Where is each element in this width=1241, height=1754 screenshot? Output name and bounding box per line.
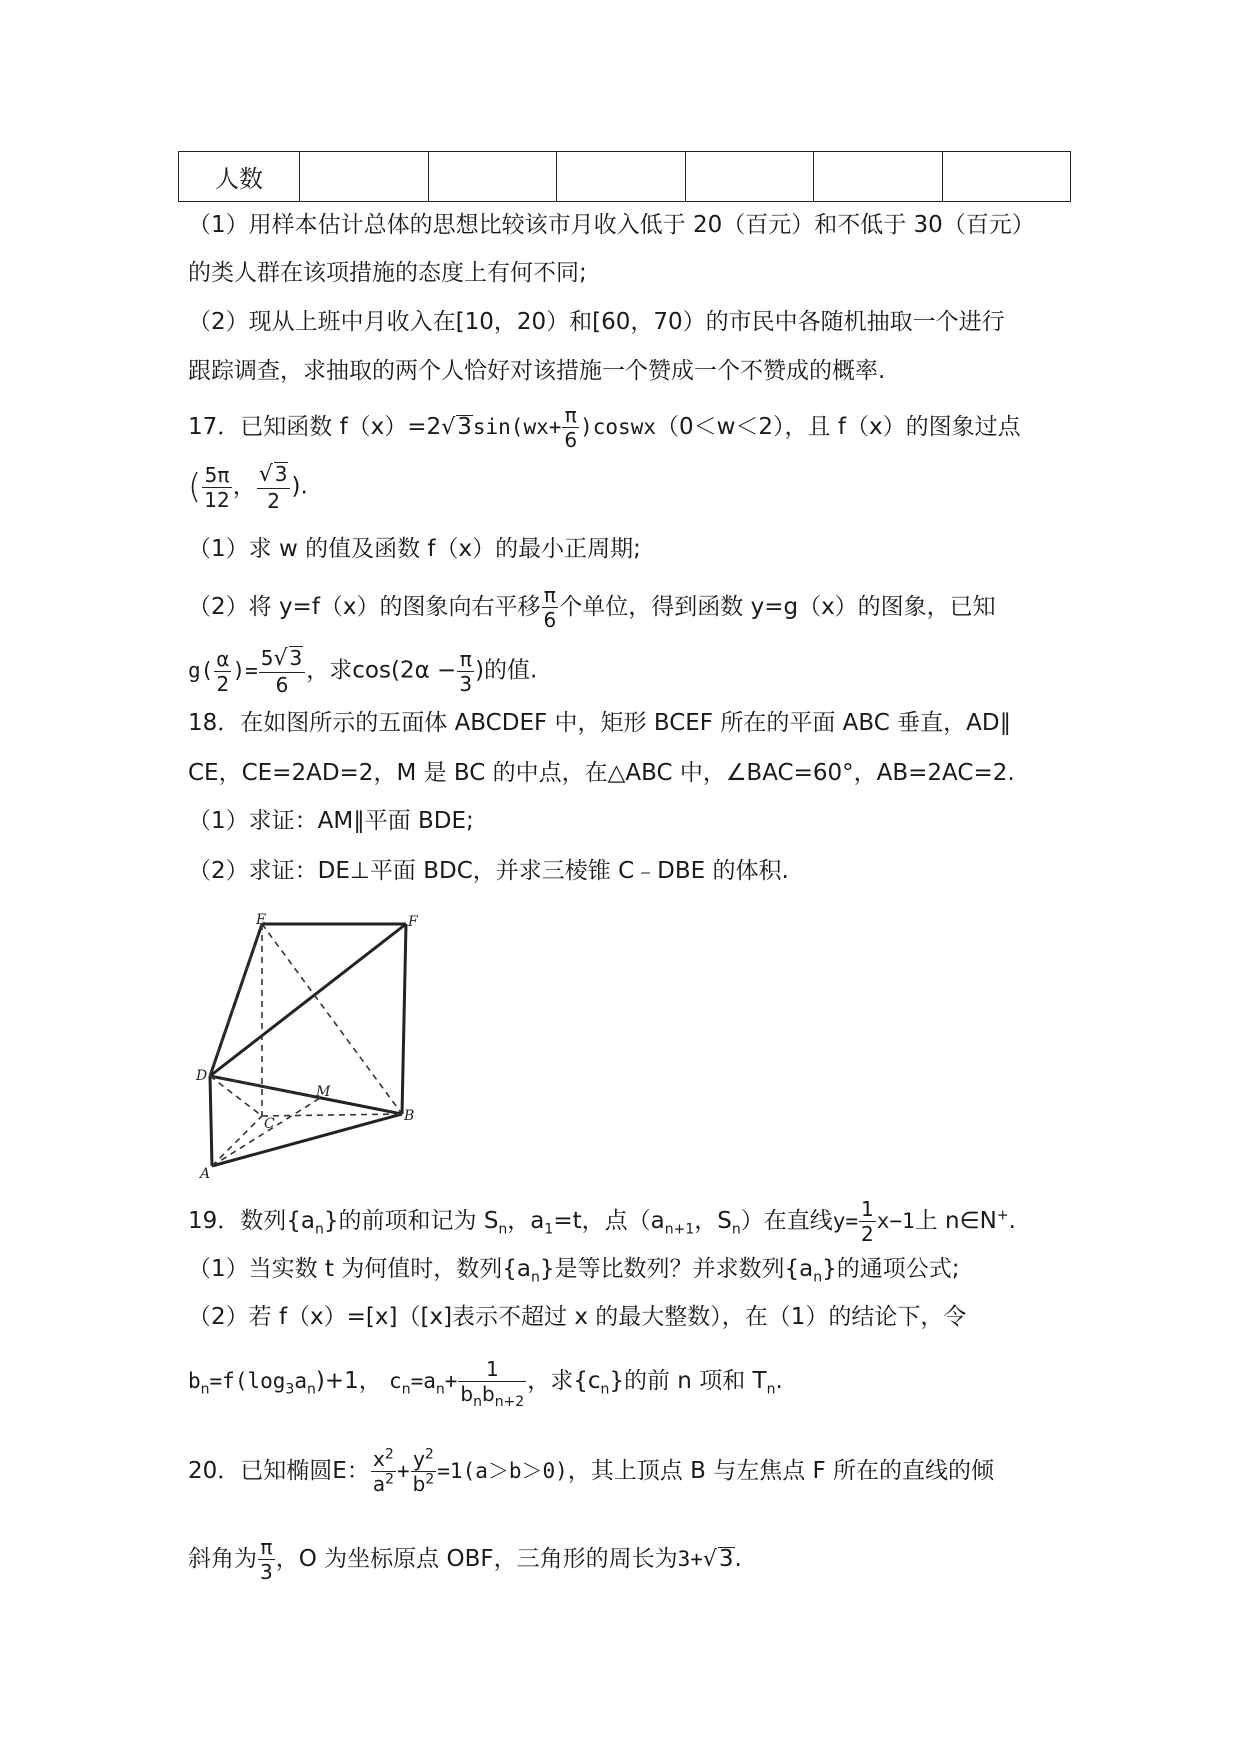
- subscript: n: [315, 1221, 324, 1238]
- half-fraction: [859, 1198, 876, 1245]
- q20-stem: [188, 1448, 994, 1495]
- q19-text: .: [1008, 1208, 1016, 1234]
- q17-cos: )coswx: [580, 415, 656, 439]
- q19-text: （1）当实数 t 为何值时，数列{a: [188, 1256, 532, 1282]
- q16-part2-line2: 跟踪调查，求抽取的两个人恰好对该措施一个赞成一个不赞成的概率.: [188, 358, 886, 384]
- subscript: n: [306, 1381, 316, 1398]
- q19-text: 上 n∈N: [914, 1208, 997, 1234]
- math: a: [294, 1369, 307, 1393]
- point-y-fraction: [257, 462, 291, 512]
- close-paren: ).: [291, 473, 308, 500]
- five-root3-over-6-fraction: [259, 646, 306, 696]
- subscript: 1: [544, 1221, 554, 1238]
- q17-lead: 17．已知函数 f（x）=2: [188, 414, 442, 440]
- fraction-numerator: 5π: [202, 464, 231, 488]
- edge-FB: [402, 924, 406, 1114]
- edge-CB: [262, 1114, 402, 1116]
- subscript: n: [531, 1269, 540, 1286]
- q19-text: }的前项和记为 S: [323, 1208, 499, 1234]
- fraction-numerator: π: [562, 404, 579, 428]
- q19-text: ，求{c: [527, 1368, 601, 1394]
- fraction-denominator: 3: [260, 1560, 273, 1584]
- subscript: n+2: [494, 1394, 525, 1410]
- table-cell: [685, 152, 814, 202]
- table-cell: [428, 152, 557, 202]
- sqrt-radicand: 3: [718, 1546, 734, 1572]
- edge-AB: [212, 1114, 402, 1166]
- math: =f(log: [209, 1369, 286, 1393]
- edge-DA: [210, 1076, 212, 1166]
- math: c: [389, 1369, 402, 1393]
- math: +: [444, 1369, 458, 1393]
- sqrt-icon: √: [273, 646, 288, 671]
- fraction-numerator: [411, 1448, 437, 1472]
- table-cell: [942, 152, 1071, 202]
- pentahedron-figure: [196, 912, 416, 1182]
- q19-defs: [188, 1357, 783, 1410]
- math: 3+: [677, 1547, 703, 1571]
- math: b: [412, 1472, 426, 1496]
- math: x: [373, 1447, 385, 1471]
- table-cell: [557, 152, 686, 202]
- coefficient: 5: [260, 646, 274, 670]
- superscript: 2: [425, 1471, 435, 1488]
- math: b: [188, 1369, 201, 1393]
- q19-part1: [188, 1256, 960, 1286]
- fraction-denominator: 6: [564, 428, 578, 452]
- q19-text: =t，点（a: [553, 1208, 665, 1234]
- q18-part2: （2）求证：DE⊥平面 BDC，并求三棱锥 C﹣DBE 的体积.: [188, 858, 789, 884]
- q19-text: }的通项公式;: [822, 1256, 960, 1282]
- solid-edges: [210, 924, 406, 1166]
- fraction-denominator: [411, 1472, 437, 1495]
- fraction-denominator: 6: [275, 673, 289, 698]
- open-paren: (: [188, 467, 202, 508]
- fraction-numerator: [257, 462, 291, 489]
- sqrt-radicand: 3: [274, 462, 288, 486]
- math: y: [413, 1447, 425, 1471]
- alpha-over-2-fraction: [214, 648, 231, 695]
- q20-text: 斜角为: [188, 1546, 257, 1572]
- q20-text: ，其上顶点 B 与左焦点 F 所在的直线的倾: [567, 1458, 995, 1484]
- q17-ask: ，求cos(2α −: [306, 657, 457, 684]
- subscript: n: [401, 1381, 411, 1398]
- q17-stem: [188, 404, 1021, 451]
- math: b: [460, 1382, 474, 1406]
- subscript: n: [731, 1221, 741, 1238]
- edge-AM: [212, 1098, 320, 1166]
- label-A: A: [200, 1166, 211, 1182]
- table-row: [179, 152, 1071, 202]
- fraction-numerator: α: [216, 646, 230, 671]
- g-func: g(: [188, 658, 214, 683]
- subscript: n: [435, 1381, 445, 1398]
- fraction-denominator: 3: [459, 671, 473, 696]
- comma: ，: [232, 473, 256, 500]
- q19-text: }是等比数列？并求数列{a: [539, 1256, 814, 1282]
- fraction-denominator: 2: [267, 489, 280, 514]
- math: b: [481, 1382, 495, 1406]
- subscript: n: [600, 1381, 610, 1398]
- subscript: n: [473, 1394, 482, 1410]
- income-table: [178, 151, 1071, 202]
- q17-sin: sin(wx+: [472, 415, 562, 439]
- fraction-numerator: [371, 1448, 396, 1472]
- subscript: n: [498, 1221, 508, 1238]
- label-D: D: [196, 1068, 208, 1084]
- subscript: 3: [285, 1381, 295, 1398]
- fraction-denominator: 2: [216, 671, 230, 696]
- q18-stem-line2: CE，CE=2AD=2，M 是 BC 的中点，在△ABC 中，∠BAC=60°，AB=2AC=2.: [188, 760, 1015, 786]
- q17-part2-text: （2）将 y=f（x）的图象向右平移: [188, 594, 541, 620]
- q17-part2-line1: [188, 584, 996, 631]
- q20-line2: [188, 1536, 742, 1583]
- pi-over-3-fraction: [457, 648, 474, 695]
- fraction-numerator: 1: [861, 1197, 874, 1221]
- x2-over-a2-fraction: [371, 1448, 396, 1495]
- equals: )=: [232, 658, 258, 683]
- fraction-denominator: 12: [204, 487, 230, 512]
- q18-part1: （1）求证：AM∥平面 BDE;: [188, 808, 474, 834]
- line-eq: y=: [832, 1209, 859, 1233]
- q18-stem-line1: 18．在如图所示的五面体 ABCDEF 中，矩形 BCEF 所在的平面 ABC 垂直，AD∥: [188, 710, 1012, 736]
- edge-DB: [210, 1076, 402, 1114]
- sqrt-radicand: 3: [289, 646, 303, 670]
- y2-over-b2-fraction: [411, 1448, 437, 1495]
- sqrt-icon: √: [702, 1547, 717, 1572]
- cn-fraction: [458, 1357, 526, 1410]
- pi-over-6-fraction: [542, 584, 559, 631]
- subscript: n: [813, 1269, 823, 1286]
- fraction-denominator: [458, 1382, 526, 1410]
- table-header-cell: 人数: [179, 152, 300, 202]
- q19-part2: （2）若 f（x）=[x]（[x]表示不超过 x 的最大整数），在（1）的结论下，令: [188, 1304, 967, 1330]
- fraction-denominator: 2: [861, 1222, 874, 1246]
- q19-text: .: [775, 1368, 783, 1394]
- math: =a: [410, 1369, 436, 1393]
- fraction-denominator: [371, 1472, 396, 1495]
- label-F: F: [408, 914, 418, 930]
- q20-text: ，O 为坐标原点 OBF，三角形的周长为: [275, 1546, 678, 1572]
- superscript: 2: [424, 1446, 434, 1463]
- label-E: E: [256, 912, 267, 928]
- q17-point: [188, 462, 308, 512]
- q17-condition: （0＜w＜2），且 f（x）的图象过点: [655, 414, 1021, 440]
- table-cell: [300, 152, 429, 202]
- hidden-edges: [210, 924, 402, 1166]
- subscript: n+1: [664, 1221, 695, 1238]
- line-eq: x−1: [876, 1209, 915, 1233]
- table-cell: [814, 152, 943, 202]
- label-B: B: [404, 1108, 415, 1124]
- superscript: 2: [384, 1446, 394, 1463]
- q17-part2-text: 个单位，得到函数 y=g（x）的图象，已知: [559, 594, 996, 620]
- q16-part1-line2: 的类人群在该项措施的态度上有何不同;: [188, 260, 587, 286]
- sqrt-icon: √: [258, 462, 273, 487]
- fraction-numerator: [259, 646, 306, 673]
- fraction-denominator: 6: [543, 608, 557, 632]
- q16-part1-line1: （1）用样本估计总体的思想比较该市月收入低于 20（百元）和不低于 30（百元）: [188, 212, 1035, 238]
- q17-part2-line2: [188, 646, 537, 696]
- q19-stem: [188, 1198, 1016, 1245]
- pi-over-6-fraction: [562, 404, 579, 451]
- fraction-numerator: π: [542, 584, 559, 608]
- edge-ED-dash: [210, 924, 262, 1076]
- label-C: C: [264, 1116, 275, 1132]
- q16-part2-line1: （2）现从上班中月收入在[10，20）和[60，70）的市民中各随机抽取一个进行: [188, 309, 1005, 335]
- q19-text: ）在直线: [740, 1208, 833, 1234]
- q20-text: .: [734, 1546, 742, 1572]
- superscript: +: [996, 1207, 1009, 1224]
- subscript: n: [200, 1381, 210, 1398]
- superscript: 2: [385, 1471, 394, 1488]
- pi-over-3-fraction: [258, 1536, 275, 1583]
- math: =1(a＞b＞0): [437, 1459, 568, 1483]
- q19-text: }的前 n 项和 T: [609, 1368, 767, 1394]
- q19-text: 19．数列{a: [188, 1208, 315, 1234]
- q19-text: ，S: [694, 1208, 732, 1234]
- fraction-numerator: π: [258, 1536, 275, 1560]
- plus: +: [397, 1459, 410, 1483]
- edge-FD: [210, 924, 406, 1076]
- fraction-numerator: 1: [458, 1358, 526, 1382]
- q17-part1: （1）求 w 的值及函数 f（x）的最小正周期;: [188, 536, 641, 562]
- q19-text: ，a: [507, 1208, 545, 1234]
- q20-text: 20．已知椭圆E：: [188, 1458, 370, 1484]
- q19-text: )+1，: [315, 1368, 382, 1394]
- math: a: [372, 1472, 386, 1496]
- sqrt-icon: √: [441, 415, 456, 440]
- q17-ask-end: )的值.: [475, 657, 538, 684]
- sqrt-radicand: 3: [457, 414, 472, 440]
- label-M: M: [316, 1084, 331, 1100]
- point-x-fraction: [202, 464, 231, 511]
- fraction-numerator: π: [457, 648, 474, 672]
- subscript: n: [766, 1381, 776, 1398]
